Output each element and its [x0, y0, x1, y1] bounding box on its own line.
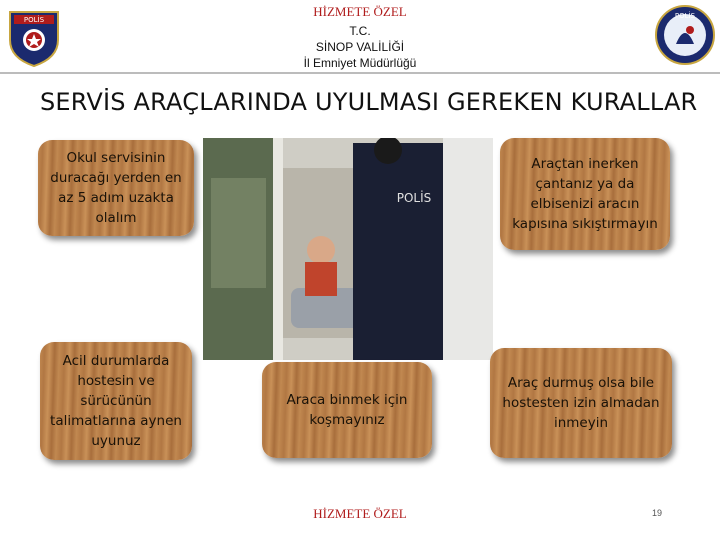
school-bus-photo: [203, 138, 493, 360]
right-logo-text: POLİS: [674, 12, 696, 20]
header-line-tc: T.C.: [349, 24, 371, 38]
sign-top-left-text: Okul servisinin duracağı yerden en az 5 adım uzakta olalım: [50, 150, 182, 226]
sign-bottom-right: [490, 348, 672, 458]
sign-bottom-center: [262, 362, 432, 458]
sign-bottom-left: [40, 342, 192, 460]
police-emblem-right-icon: [654, 4, 716, 66]
header-line-mudurluk: İl Emniyet Müdürlüğü: [303, 56, 417, 70]
left-logo-text: POLİS: [23, 16, 45, 24]
sign-top-right: [500, 138, 670, 250]
footer-slogan: HİZMETE ÖZEL: [313, 506, 407, 521]
sign-top-left: [38, 140, 194, 236]
header-line-valilik: SİNOP VALİLİĞİ: [315, 40, 405, 54]
sign-bottom-left-text: Acil durumlarda hostesin ve sürücünün talimatlarına aynen uyunuz: [50, 353, 182, 449]
page-title: SERVİS ARAÇLARINDA UYULMASI GEREKEN KURALLAR: [40, 88, 698, 116]
sign-bottom-center-text: Araca binmek için koşmayınız: [286, 392, 408, 428]
header-slogan: HİZMETE ÖZEL: [313, 4, 407, 19]
page-number: 19: [652, 508, 663, 518]
police-vest-text: POLİS: [396, 191, 432, 205]
police-emblem-left-icon: [6, 6, 62, 68]
header-divider: [0, 72, 720, 74]
sign-bottom-right-text: Araç durmuş olsa bile hostesten izin almadan inmeyin: [502, 375, 660, 431]
sign-top-right-text: Araçtan inerken çantanız ya da elbisenizi aracın kapısına sıkıştırmayın: [512, 156, 658, 232]
